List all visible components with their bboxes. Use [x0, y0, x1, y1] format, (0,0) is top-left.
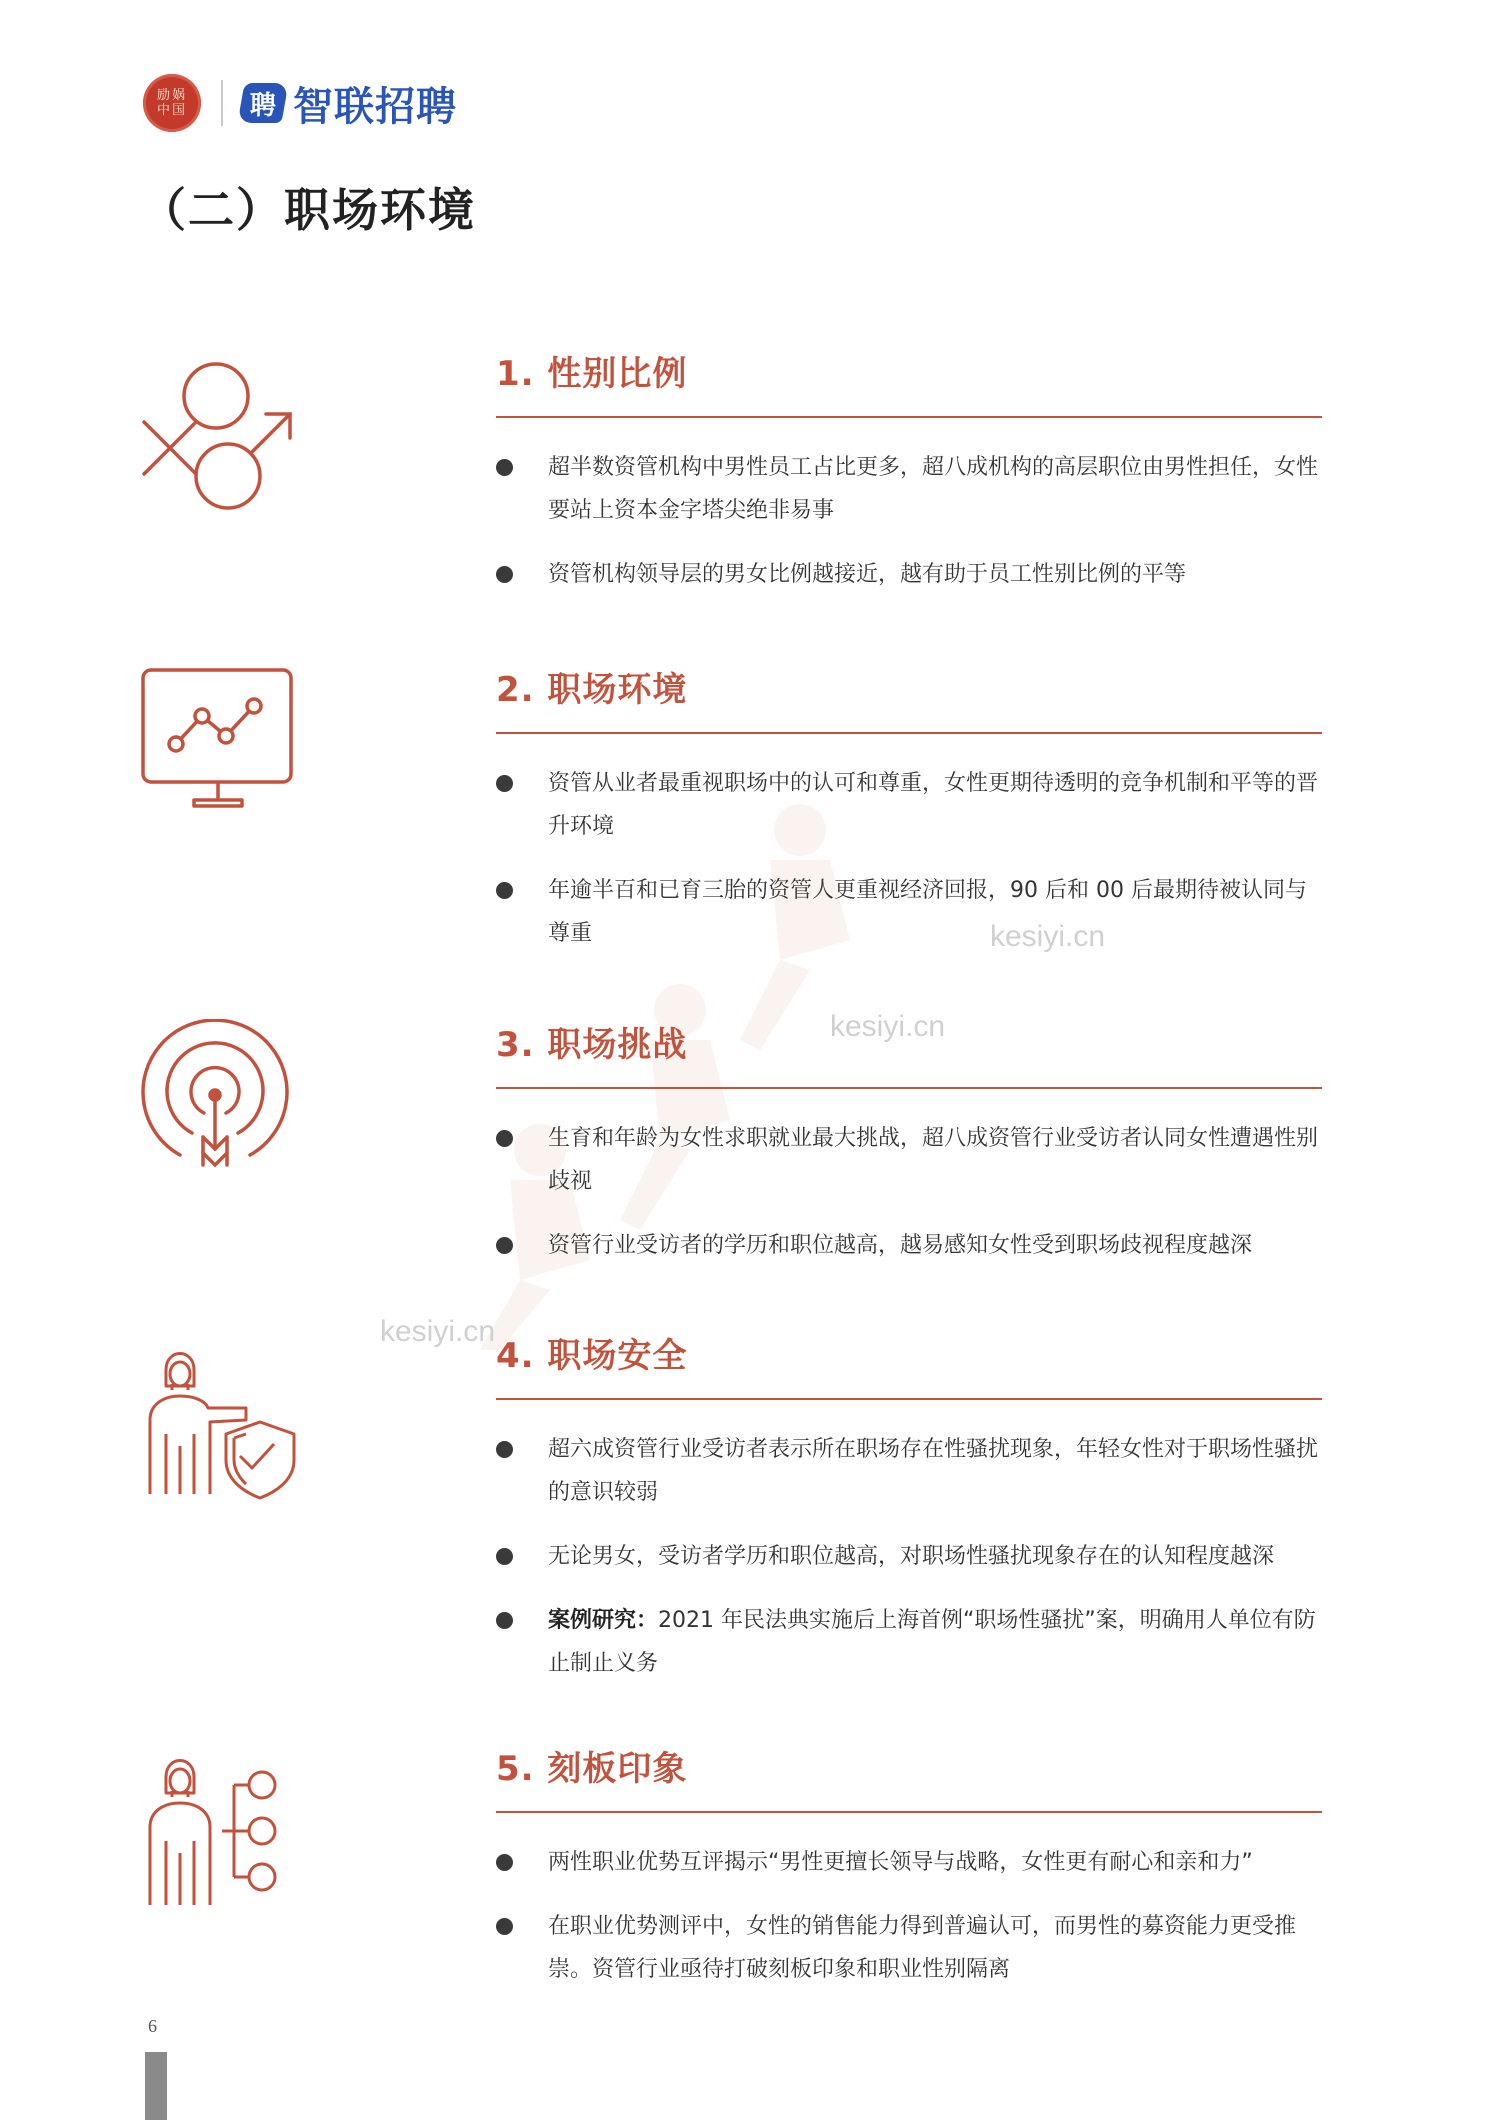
- list-item: 年逾半百和已育三胎的资管人更重视经济回报，90 后和 00 后最期待被认同与尊重: [496, 869, 1326, 955]
- brand-name: 智联招聘: [293, 83, 457, 130]
- woman-shield-icon: [138, 1334, 298, 1504]
- monitor-chart-icon: [138, 664, 298, 834]
- watermark-text: kesiyi.cn: [380, 1315, 496, 1348]
- page-header: [143, 72, 457, 134]
- list-item: 资管从业者最重视职场中的认可和尊重，女性更期待透明的竞争机制和平等的晋升环境: [496, 762, 1326, 848]
- list-item: 资管机构领导层的男女比例越接近，越有助于员工性别比例的平等: [496, 553, 1326, 596]
- bullet-list: [496, 1428, 1326, 1706]
- section-divider: [496, 1811, 1322, 1813]
- list-item: 无论男女，受访者学历和职位越高，对职场性骚扰现象存在的认知程度越深: [496, 1535, 1326, 1578]
- page-edge-tab: [145, 2052, 167, 2120]
- section-divider: [496, 416, 1322, 418]
- section-title: 5. 刻板印象: [496, 1749, 688, 1789]
- bullet-list: [496, 1841, 1326, 2012]
- target-arrow-icon: [138, 1019, 298, 1189]
- section-title: 3. 职场挑战: [496, 1025, 688, 1065]
- page-title: （二）职场环境: [140, 183, 476, 237]
- section-title: 4. 职场安全: [496, 1336, 688, 1376]
- header-divider: [221, 80, 223, 126]
- list-item: [496, 1599, 1326, 1685]
- bullet-list: [496, 446, 1326, 617]
- list-item: 生育和年龄为女性求职就业最大挑战，超八成资管行业受访者认同女性遭遇性别歧视: [496, 1117, 1326, 1203]
- section-title: 2. 职场环境: [496, 670, 688, 710]
- section-divider: [496, 1087, 1322, 1089]
- gender-symbols-icon: [138, 352, 298, 522]
- section-divider: [496, 732, 1322, 734]
- case-study-text: 2021 年民法典实施后上海首例“职场性骚扰”案，明确用人单位有防止制止义务: [548, 1608, 1316, 1676]
- section-divider: [496, 1398, 1322, 1400]
- bullet-list: [496, 1117, 1326, 1288]
- section-title: 1. 性别比例: [496, 354, 688, 394]
- woman-network-icon: [138, 1745, 298, 1915]
- page-number: 6: [148, 2016, 157, 2036]
- watermark-text: kesiyi.cn: [830, 1010, 946, 1043]
- list-item: 超六成资管行业受访者表示所在职场存在性骚扰现象，年轻女性对于职场性骚扰的意识较弱: [496, 1428, 1326, 1514]
- organization-seal-logo: 励娲中国: [143, 74, 201, 132]
- list-item: 超半数资管机构中男性员工占比更多，超八成机构的高层职位由男性担任，女性要站上资本金字塔尖绝非易事: [496, 446, 1326, 532]
- list-item: 资管行业受访者的学历和职位越高，越易感知女性受到职场歧视程度越深: [496, 1224, 1326, 1267]
- list-item: 在职业优势测评中，女性的销售能力得到普遍认可，而男性的募资能力更受推崇。资管行业亟待打破刻板印象和职业性别隔离: [496, 1905, 1326, 1991]
- case-study-label: 案例研究：: [548, 1608, 659, 1633]
- zhaopin-logo-icon: 聘: [237, 83, 288, 123]
- list-item: 两性职业优势互评揭示“男性更擅长领导与战略，女性更有耐心和亲和力”: [496, 1841, 1326, 1884]
- bullet-list: [496, 762, 1326, 976]
- watermark-text: kesiyi.cn: [990, 920, 1106, 953]
